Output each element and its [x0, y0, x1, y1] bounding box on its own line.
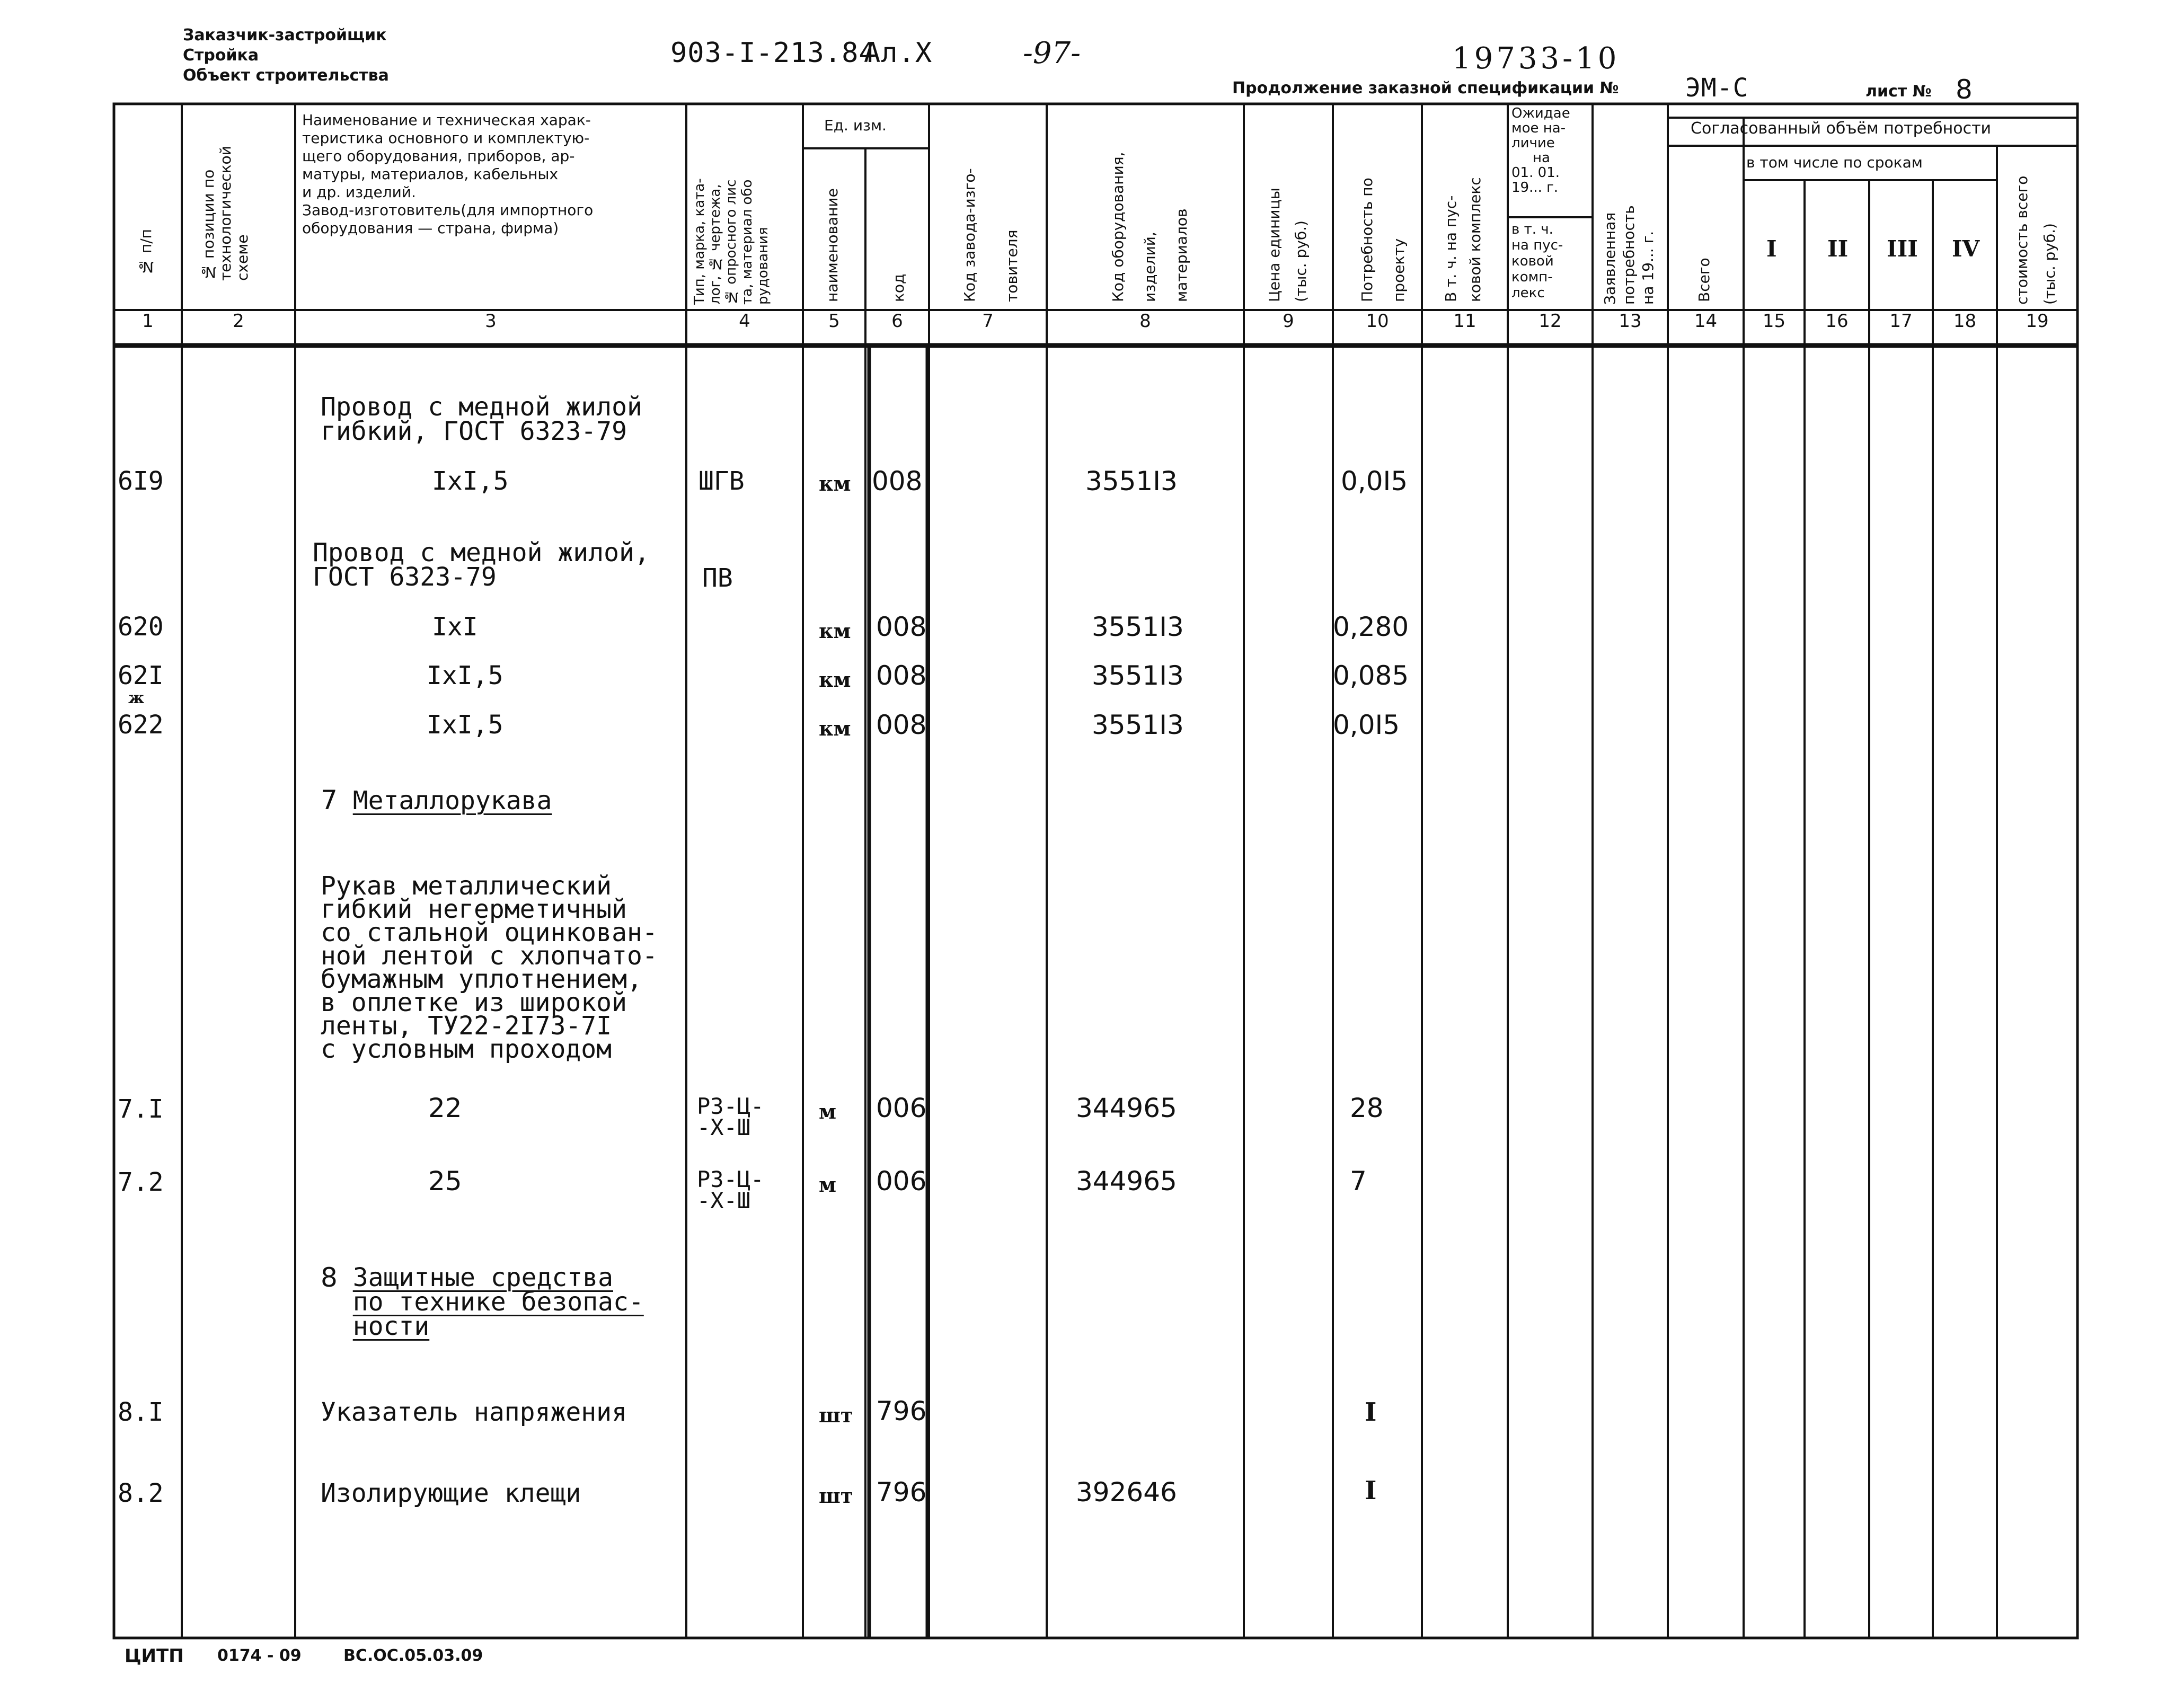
equipment-code: 3551I3 [1085, 466, 1178, 497]
unit-name: км [819, 472, 851, 495]
unit-code: 006 [876, 1093, 927, 1123]
project-quantity: 0,0I5 [1333, 710, 1400, 740]
col-header-7: Код завода-изго- товителя [961, 168, 1021, 302]
quarter-I: I [1766, 236, 1777, 262]
item-type: ПВ [702, 563, 733, 593]
col-number: 11 [1453, 311, 1476, 332]
col-number: 10 [1366, 311, 1389, 332]
sheet-number: 8 [1956, 74, 1973, 105]
item-type: РЗ-Ц- -Х-Ш [697, 1093, 764, 1140]
project-quantity: 0,085 [1333, 660, 1409, 691]
equipment-code: 392646 [1076, 1477, 1177, 1508]
item-type: РЗ-Ц- -Х-Ш [697, 1166, 764, 1213]
col-header-13: Заявленная потребность на 19... г. [1601, 205, 1657, 305]
section-heading: 7 Металлорукава [321, 785, 552, 816]
project-quantity: I [1365, 1397, 1377, 1427]
unit-code: 006 [876, 1166, 927, 1197]
col-number: 9 [1283, 311, 1294, 332]
equipment-code: 3551I3 [1092, 660, 1184, 691]
col-number: 12 [1538, 311, 1562, 332]
row-number: 622 [118, 710, 164, 740]
col-header-10: Потребность по проекту [1358, 178, 1408, 302]
units-group-header: Ед. изм. [824, 117, 887, 134]
col-header-2: № позиции по технологической схеме [200, 146, 251, 281]
continuation-label: Продолжение заказной спецификации № [1232, 79, 1619, 98]
col-header-14: Всего [1695, 258, 1713, 302]
doc-code: 903-I-213.84 [670, 37, 876, 69]
quarters-group-header: в том числе по срокам [1746, 154, 1923, 171]
col-number: 6 [891, 311, 903, 332]
col-header-11: В т. ч. на пус- ковой комплекс [1442, 177, 1484, 302]
unit-name: шт [819, 1484, 853, 1508]
col-number: 8 [1139, 311, 1151, 332]
quarter-II: II [1827, 236, 1849, 262]
unit-name: шт [819, 1403, 853, 1427]
unit-name: км [819, 619, 851, 643]
unit-code: 008 [876, 660, 927, 691]
spec-code: ЭМ-С [1685, 73, 1749, 103]
project-quantity: 28 [1350, 1093, 1384, 1123]
col-header-12-bottom: в т. ч. на пус- ковой комп- лекс [1511, 222, 1563, 301]
col-number: 15 [1762, 311, 1786, 332]
col-header-8: Код оборудования, изделий, материалов [1109, 152, 1190, 302]
col-number: 13 [1619, 311, 1642, 332]
project-quantity: 7 [1350, 1166, 1367, 1197]
item-group-title: Провод с медной жилой, ГОСТ 6323-79 [313, 538, 650, 592]
agreed-group-header: Согласованный объём потребности [1691, 119, 1992, 138]
col-number: 2 [233, 311, 244, 332]
col-number: 5 [828, 311, 840, 332]
col-number: 18 [1953, 311, 1977, 332]
range-mark: ж [128, 689, 145, 707]
unit-name: м [819, 1100, 837, 1123]
col-number: 3 [485, 311, 497, 332]
col-header-3: Наименование и техническая харак- теристика основного и комплектую- щего оборудования, приборов, ар- матуры, материалов, кабельных и др. изделий. Завод-изготовитель(для импортного оборудования — страна, фирма) [302, 111, 594, 237]
col-number: 1 [142, 311, 154, 332]
item-type: ШГВ [698, 466, 745, 496]
item-name: IxI,5 [432, 466, 509, 496]
col-header-9: Цена единицы (тыс. руб.) [1266, 188, 1310, 302]
row-number: 7.I [118, 1094, 164, 1124]
unit-code: 796 [876, 1396, 927, 1427]
col-number: 7 [982, 311, 994, 332]
item-name: 25 [428, 1166, 462, 1197]
unit-name: км [819, 716, 851, 740]
quarter-III: III [1887, 236, 1918, 262]
item-description: Рукав металлический гибкий негерметичный со стальной оцинкован- ной лентой с хлопчато- бумажным уплотнением, в оплетке из широкой ленты, ТУ22-2I73-7I с условным проходом [321, 871, 658, 1064]
row-number: 8.2 [118, 1478, 164, 1508]
item-name: Указатель напряжения [321, 1397, 627, 1427]
col-number: 4 [739, 311, 750, 332]
equipment-code: 344965 [1076, 1093, 1177, 1123]
col-header-5: наименование [824, 188, 841, 302]
item-group-title: Провод с медной жилой гибкий, ГОСТ 6323-79 [321, 392, 642, 446]
customer-line-3: Объект строительства [183, 66, 389, 85]
col-header-12-top: Ожидае мое на- личие на 01. 01. 19... г. [1511, 105, 1570, 196]
footer-org: ЦИТП [125, 1645, 184, 1667]
section-heading: 8 Защитные средства по технике безопас- ности [321, 1262, 644, 1341]
customer-line-1: Заказчик-застройщик [183, 26, 387, 45]
project-quantity: 0,280 [1333, 612, 1409, 642]
row-number: 620 [118, 612, 164, 642]
unit-code: 796 [876, 1477, 927, 1508]
album-label: Ал.X [864, 37, 933, 69]
sheet-label: лист № [1865, 82, 1932, 101]
col-number: 17 [1889, 311, 1913, 332]
equipment-code: 3551I3 [1092, 612, 1184, 642]
item-name: IxI,5 [427, 710, 503, 740]
quarter-IV: IV [1952, 236, 1980, 262]
footer-doc: ВС.ОС.05.03.09 [343, 1646, 483, 1665]
spec-number-handwritten: 19733-10 [1452, 41, 1620, 76]
col-number: 16 [1825, 311, 1849, 332]
equipment-code: 3551I3 [1092, 710, 1184, 740]
col-header-6: код [890, 273, 907, 302]
project-quantity: 0,0I5 [1341, 466, 1408, 497]
row-number: 7.2 [118, 1167, 164, 1197]
unit-code: 008 [876, 710, 927, 740]
col-header-19: стоимость всего (тыс. руб.) [2013, 175, 2058, 305]
row-number: 6I9 [118, 466, 164, 496]
col-header-1: № п/п [137, 229, 155, 276]
col-header-4: Тип, марка, ката- лог, № чертежа, № опросного лис та, материал обо рудования [692, 178, 771, 305]
item-name: IxI,5 [427, 661, 503, 690]
item-name: IxI [432, 612, 478, 642]
equipment-code: 344965 [1076, 1166, 1177, 1197]
unit-code: 008 [876, 612, 927, 642]
footer-code: 0174 - 09 [217, 1646, 302, 1665]
col-number: 19 [2026, 311, 2049, 332]
item-name: Изолирующие клещи [321, 1478, 581, 1508]
row-number: 8.I [118, 1397, 164, 1427]
page-mark: -97- [1023, 36, 1081, 70]
item-name: 22 [428, 1093, 462, 1123]
unit-name: м [819, 1173, 837, 1197]
customer-line-2: Стройка [183, 46, 259, 65]
unit-name: км [819, 668, 851, 692]
unit-code: 008 [872, 466, 923, 497]
project-quantity: I [1365, 1476, 1377, 1505]
row-number: 62I [118, 661, 164, 690]
col-number: 14 [1694, 311, 1718, 332]
